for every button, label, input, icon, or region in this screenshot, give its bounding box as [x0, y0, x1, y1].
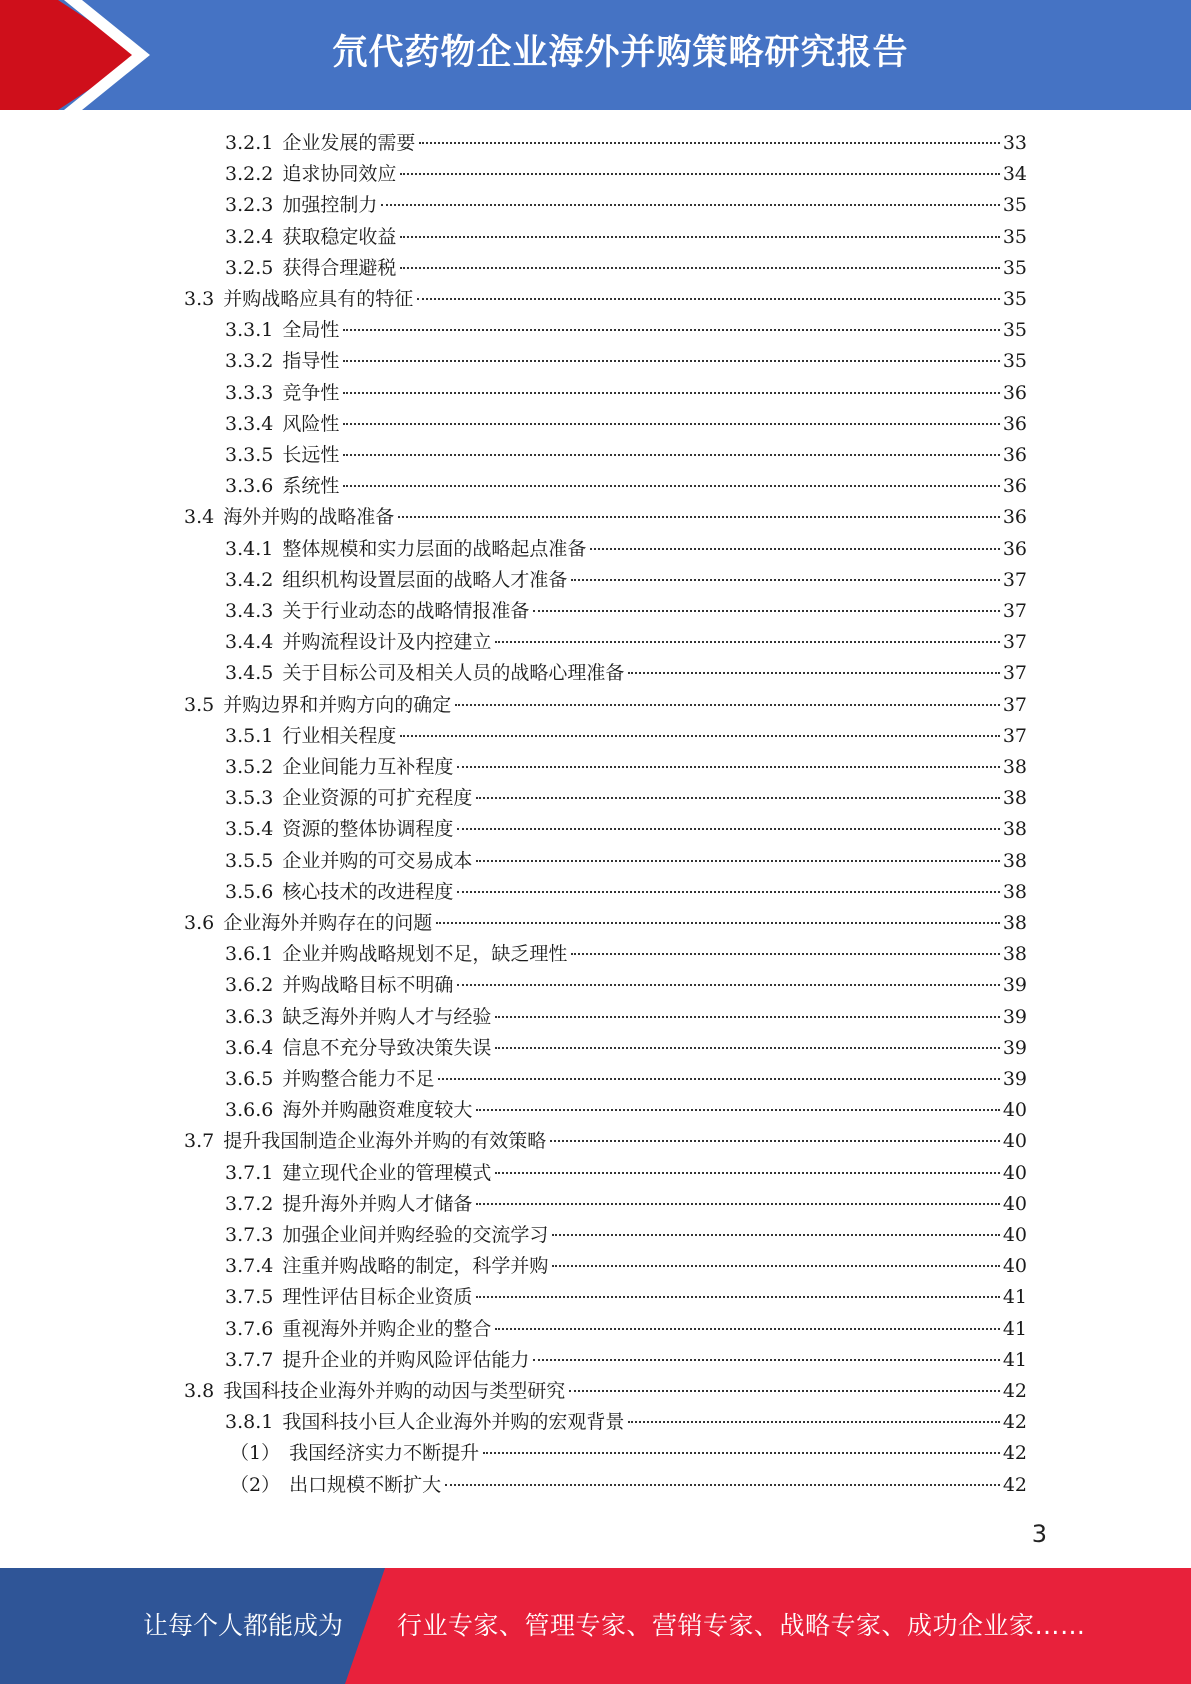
- toc-entry-title: 并购战略应具有的特征: [223, 288, 414, 311]
- toc-entry-number: 3.5.4: [225, 818, 274, 841]
- toc-entry[interactable]: [225, 1187, 1191, 1218]
- toc-entry-number: 3.3.4: [225, 412, 274, 435]
- toc-entry-title: 企业发展的需要: [282, 132, 416, 155]
- toc-entry[interactable]: [225, 1093, 1191, 1124]
- toc-entry[interactable]: [225, 344, 1191, 375]
- toc-entry-title: 缺乏海外并购人才与经验: [282, 1005, 492, 1028]
- toc-entry-number: 3.2.2: [225, 163, 274, 186]
- toc-entry-number: 3.7.7: [225, 1348, 274, 1371]
- toc-entry-title: 获取稳定收益: [282, 225, 397, 248]
- toc-entry-page: 38: [1002, 880, 1027, 903]
- toc-entry-page: 41: [1002, 1317, 1027, 1340]
- toc-dot-leader: [419, 142, 999, 144]
- toc-entry[interactable]: [225, 1031, 1191, 1062]
- toc-entry-number: 3.3.3: [225, 381, 274, 404]
- toc-entry-title: 并购战略目标不明确: [282, 974, 454, 997]
- toc-entry-title: 企业并购的可交易成本: [282, 849, 473, 872]
- toc-entry-title: 理性评估目标企业资质: [282, 1286, 473, 1309]
- toc-dot-leader: [438, 1078, 999, 1080]
- toc-entry-number: （2）: [230, 1473, 281, 1496]
- toc-entry-title: 关于行业动态的战略情报准备: [282, 600, 530, 623]
- toc-entry-number: 3.5.3: [225, 787, 274, 810]
- toc-entry-number: 3.7.3: [225, 1224, 274, 1247]
- toc-entry-page: 37: [1002, 693, 1027, 716]
- toc-entry-number: 3.2.1: [225, 132, 274, 155]
- toc-entry-page: 36: [1002, 537, 1027, 560]
- toc-entry[interactable]: [225, 1405, 1191, 1436]
- toc-entry-page: 39: [1002, 1036, 1027, 1059]
- toc-entry-page: 39: [1002, 1005, 1027, 1028]
- toc-entry-title: 提升海外并购人才储备: [282, 1192, 473, 1215]
- toc-dot-leader: [476, 797, 999, 799]
- toc-entry-page: 35: [1002, 319, 1027, 342]
- toc-dot-leader: [343, 360, 999, 362]
- toc-entry-number: 3.3.1: [225, 319, 274, 342]
- toc-entry-page: 41: [1002, 1348, 1027, 1371]
- toc-entry[interactable]: [225, 438, 1191, 469]
- toc-entry-title: 系统性: [282, 475, 340, 498]
- toc-entry[interactable]: [184, 1374, 1191, 1405]
- toc-dot-leader: [343, 485, 999, 487]
- toc-entry[interactable]: [184, 500, 1191, 531]
- toc-entry-page: 37: [1002, 568, 1027, 591]
- toc-entry-title: 提升我国制造企业海外并购的有效策略: [223, 1130, 547, 1153]
- toc-dot-leader: [571, 953, 999, 955]
- toc-entry-page: 40: [1002, 1255, 1027, 1278]
- toc-entry-number: 3.3.5: [225, 444, 274, 467]
- toc-entry-page: 42: [1002, 1380, 1027, 1403]
- toc-entry[interactable]: [184, 906, 1191, 937]
- toc-entry[interactable]: [225, 719, 1191, 750]
- toc-entry-number: 3.7.1: [225, 1161, 274, 1184]
- toc-entry[interactable]: [225, 1343, 1191, 1374]
- toc-dot-leader: [476, 860, 999, 862]
- toc-entry[interactable]: [225, 968, 1191, 999]
- toc-dot-leader: [550, 1140, 1000, 1142]
- toc-entry-number: 3.4.5: [225, 662, 274, 685]
- toc-entry-title: 我国科技小巨人企业海外并购的宏观背景: [282, 1411, 625, 1434]
- toc-entry-page: 36: [1002, 444, 1027, 467]
- toc-entry-number: 3.3.2: [225, 350, 274, 373]
- toc-entry-title: 我国经济实力不断提升: [289, 1442, 480, 1465]
- toc-entry-number: 3.5.1: [225, 724, 274, 747]
- toc-entry[interactable]: [225, 251, 1191, 282]
- footer-slogan-right: 行业专家、管理专家、营销专家、战略专家、成功企业家……: [397, 1611, 1086, 1640]
- toc-entry-number: 3.4.3: [225, 600, 274, 623]
- toc-entry-title: 我国科技企业海外并购的动因与类型研究: [223, 1380, 566, 1403]
- toc-entry-number: 3.4.4: [225, 631, 274, 654]
- toc-entry[interactable]: [225, 1312, 1191, 1343]
- toc-entry-number: 3.4.1: [225, 537, 274, 560]
- toc-entry[interactable]: [225, 407, 1191, 438]
- toc-entry[interactable]: [225, 812, 1191, 843]
- footer-slogan-left: 让每个人都能成为: [143, 1611, 344, 1640]
- toc-entry-title: 企业海外并购存在的问题: [223, 912, 433, 935]
- toc-dot-leader: [628, 672, 999, 674]
- toc-entry[interactable]: [225, 188, 1191, 219]
- page-number: 3: [1031, 1520, 1047, 1548]
- toc-entry-title: 海外并购融资难度较大: [282, 1099, 473, 1122]
- toc-entry[interactable]: [225, 220, 1191, 251]
- toc-entry[interactable]: [184, 282, 1191, 313]
- toc-entry-title: 行业相关程度: [282, 724, 397, 747]
- toc-entry-page: 37: [1002, 724, 1027, 747]
- toc-entry-title: 组织机构设置层面的战略人才准备: [282, 568, 568, 591]
- toc-entry-number: （1）: [230, 1442, 281, 1465]
- toc-dot-leader: [457, 891, 999, 893]
- toc-dot-leader: [476, 1203, 999, 1205]
- toc-entry-title: 企业间能力互补程度: [282, 756, 454, 779]
- toc-dot-leader: [400, 735, 999, 737]
- toc-entry[interactable]: [225, 844, 1191, 875]
- toc-dot-leader: [400, 236, 999, 238]
- toc-entry-title: 全局性: [282, 319, 340, 342]
- toc-entry-number: 3.6: [184, 912, 215, 935]
- toc-dot-leader: [398, 516, 1000, 518]
- toc-entry-page: 35: [1002, 256, 1027, 279]
- toc-dot-leader: [533, 1359, 999, 1361]
- toc-entry-title: 企业资源的可扩充程度: [282, 787, 473, 810]
- toc-entry-title: 整体规模和实力层面的战略起点准备: [282, 537, 587, 560]
- toc-entry-number: 3.6.4: [225, 1036, 274, 1059]
- toc-dot-leader: [400, 267, 999, 269]
- toc-entry-title: 获得合理避税: [282, 256, 397, 279]
- toc-entry-number: 3.6.2: [225, 974, 274, 997]
- toc-dot-leader: [483, 1452, 1000, 1454]
- toc-entry-page: 38: [1002, 756, 1027, 779]
- toc-entry-number: 3.5.5: [225, 849, 274, 872]
- toc-entry-title: 核心技术的改进程度: [282, 880, 454, 903]
- toc-entry-title: 重视海外并购企业的整合: [282, 1317, 492, 1340]
- toc-entry-number: 3.7.4: [225, 1255, 274, 1278]
- toc-entry-title: 建立现代企业的管理模式: [282, 1161, 492, 1184]
- toc-entry-page: 40: [1002, 1224, 1027, 1247]
- toc-entry-page: 36: [1002, 381, 1027, 404]
- toc-entry-page: 38: [1002, 818, 1027, 841]
- toc-entry[interactable]: [225, 532, 1191, 563]
- toc-entry-title: 并购流程设计及内控建立: [282, 631, 492, 654]
- toc-entry[interactable]: [230, 1468, 1191, 1499]
- toc-dot-leader: [495, 1016, 999, 1018]
- toc-dot-leader: [476, 1109, 999, 1111]
- toc-entry-page: 35: [1002, 194, 1027, 217]
- toc-entry-title: 出口规模不断扩大: [289, 1473, 442, 1496]
- toc-entry-number: 3.7.5: [225, 1286, 274, 1309]
- toc-entry-number: 3.3.6: [225, 475, 274, 498]
- toc-entry-page: 40: [1002, 1130, 1027, 1153]
- toc-entry-title: 加强企业间并购经验的交流学习: [282, 1224, 549, 1247]
- toc-entry-page: 36: [1002, 412, 1027, 435]
- toc-entry-page: 40: [1002, 1161, 1027, 1184]
- toc-entry-title: 风险性: [282, 412, 340, 435]
- header-chevron-icon: [0, 0, 160, 110]
- toc-entry-page: 39: [1002, 974, 1027, 997]
- toc-dot-leader: [417, 298, 1000, 300]
- toc-entry-title: 信息不充分导致决策失误: [282, 1036, 492, 1059]
- toc-entry-page: 38: [1002, 943, 1027, 966]
- toc-entry[interactable]: [225, 126, 1191, 157]
- toc-entry[interactable]: [184, 1124, 1191, 1155]
- toc-entry-page: 42: [1002, 1473, 1027, 1496]
- toc-dot-leader: [495, 1328, 999, 1330]
- toc-dot-leader: [381, 204, 999, 206]
- toc-dot-leader: [457, 766, 999, 768]
- toc-dot-leader: [571, 579, 999, 581]
- toc-entry[interactable]: [225, 1218, 1191, 1249]
- toc-entry[interactable]: [225, 750, 1191, 781]
- toc-entry[interactable]: [184, 688, 1191, 719]
- toc-entry-page: 38: [1002, 912, 1027, 935]
- toc-entry-number: 3.7: [184, 1130, 215, 1153]
- toc-dot-leader: [476, 1296, 999, 1298]
- toc-entry-page: 38: [1002, 787, 1027, 810]
- toc-dot-leader: [343, 423, 999, 425]
- toc-entry-page: 35: [1002, 288, 1027, 311]
- toc-entry[interactable]: [225, 1156, 1191, 1187]
- toc-entry-number: 3.2.3: [225, 194, 274, 217]
- toc-entry-page: 42: [1002, 1442, 1027, 1465]
- toc-dot-leader: [569, 1390, 1000, 1392]
- toc-dot-leader: [495, 1047, 999, 1049]
- toc-entry-title: 关于目标公司及相关人员的战略心理准备: [282, 662, 625, 685]
- toc-dot-leader: [343, 329, 999, 331]
- toc-entry[interactable]: [225, 594, 1191, 625]
- toc-entry[interactable]: [225, 157, 1191, 188]
- toc-entry[interactable]: [230, 1436, 1191, 1467]
- toc-entry-number: 3.6.5: [225, 1068, 274, 1091]
- toc-entry[interactable]: [225, 469, 1191, 500]
- toc-entry-title: 资源的整体协调程度: [282, 818, 454, 841]
- toc-entry[interactable]: [225, 781, 1191, 812]
- toc-dot-leader: [628, 1421, 999, 1423]
- toc-entry-title: 指导性: [282, 350, 340, 373]
- toc-entry[interactable]: [225, 625, 1191, 656]
- toc-entry-number: 3.4: [184, 506, 215, 529]
- toc-dot-leader: [343, 392, 999, 394]
- toc-entry-number: 3.6.6: [225, 1099, 274, 1122]
- toc-dot-leader: [400, 173, 999, 175]
- page-header: [0, 0, 1191, 110]
- toc-entry-title: 企业并购战略规划不足，缺乏理性: [282, 943, 568, 966]
- toc-entry-number: 3.2.4: [225, 225, 274, 248]
- toc-entry[interactable]: [225, 875, 1191, 906]
- toc-entry-title: 提升企业的并购风险评估能力: [282, 1348, 530, 1371]
- toc-entry[interactable]: [225, 376, 1191, 407]
- toc-dot-leader: [495, 641, 999, 643]
- toc-entry-page: 37: [1002, 662, 1027, 685]
- toc-entry-title: 并购整合能力不足: [282, 1068, 435, 1091]
- toc-entry-number: 3.7.2: [225, 1192, 274, 1215]
- toc-entry-number: 3.4.2: [225, 568, 274, 591]
- toc-entry[interactable]: [225, 1280, 1191, 1311]
- toc-dot-leader: [436, 922, 1000, 924]
- page-footer: [0, 1568, 1191, 1684]
- toc-entry-page: 40: [1002, 1099, 1027, 1122]
- toc-dot-leader: [552, 1265, 999, 1267]
- toc-entry-number: 3.7.6: [225, 1317, 274, 1340]
- toc-dot-leader: [590, 548, 999, 550]
- toc-entry-number: 3.6.3: [225, 1005, 274, 1028]
- toc-dot-leader: [343, 454, 999, 456]
- toc-dot-leader: [552, 1234, 999, 1236]
- toc-dot-leader: [457, 984, 999, 986]
- toc-entry-page: 34: [1002, 163, 1027, 186]
- toc-entry-title: 长远性: [282, 444, 340, 467]
- toc-dot-leader: [457, 828, 999, 830]
- toc-entry[interactable]: [225, 937, 1191, 968]
- toc-dot-leader: [445, 1484, 1000, 1486]
- toc-entry-number: 3.6.1: [225, 943, 274, 966]
- toc-entry-page: 36: [1002, 506, 1027, 529]
- toc-entry[interactable]: [225, 563, 1191, 594]
- toc-entry[interactable]: [225, 656, 1191, 687]
- toc-entry-page: 35: [1002, 350, 1027, 373]
- toc-entry-page: 38: [1002, 849, 1027, 872]
- toc-entry-title: 注重并购战略的制定，科学并购: [282, 1255, 549, 1278]
- toc-entry-number: 3.8: [184, 1380, 215, 1403]
- toc-entry-page: 37: [1002, 600, 1027, 623]
- toc-entry[interactable]: [225, 1000, 1191, 1031]
- toc-entry-number: 3.5.2: [225, 756, 274, 779]
- toc-entry-page: 35: [1002, 225, 1027, 248]
- toc-dot-leader: [455, 704, 1000, 706]
- toc-entry-title: 追求协同效应: [282, 163, 397, 186]
- toc-entry-number: 3.5: [184, 693, 215, 716]
- toc-entry-title: 加强控制力: [282, 194, 378, 217]
- toc-entry[interactable]: [225, 313, 1191, 344]
- toc-entry[interactable]: [225, 1249, 1191, 1280]
- toc-dot-leader: [495, 1172, 999, 1174]
- toc-entry-page: 41: [1002, 1286, 1027, 1309]
- toc-entry-number: 3.8.1: [225, 1411, 274, 1434]
- toc-entry-page: 39: [1002, 1068, 1027, 1091]
- toc-entry-title: 并购边界和并购方向的确定: [223, 693, 452, 716]
- toc-entry-page: 33: [1002, 132, 1027, 155]
- toc-entry-number: 3.2.5: [225, 256, 274, 279]
- toc-entry-number: 3.5.6: [225, 880, 274, 903]
- toc-entry-title: 竞争性: [282, 381, 340, 404]
- toc-entry-page: 37: [1002, 631, 1027, 654]
- report-title: 氘代药物企业海外并购策略研究报告: [332, 33, 909, 73]
- toc-entry-page: 42: [1002, 1411, 1027, 1434]
- toc-dot-leader: [533, 610, 999, 612]
- toc-entry[interactable]: [225, 1062, 1191, 1093]
- toc-entry-number: 3.3: [184, 288, 215, 311]
- toc-entry-page: 36: [1002, 475, 1027, 498]
- toc-entry-title: 海外并购的战略准备: [223, 506, 395, 529]
- toc-entry-page: 40: [1002, 1192, 1027, 1215]
